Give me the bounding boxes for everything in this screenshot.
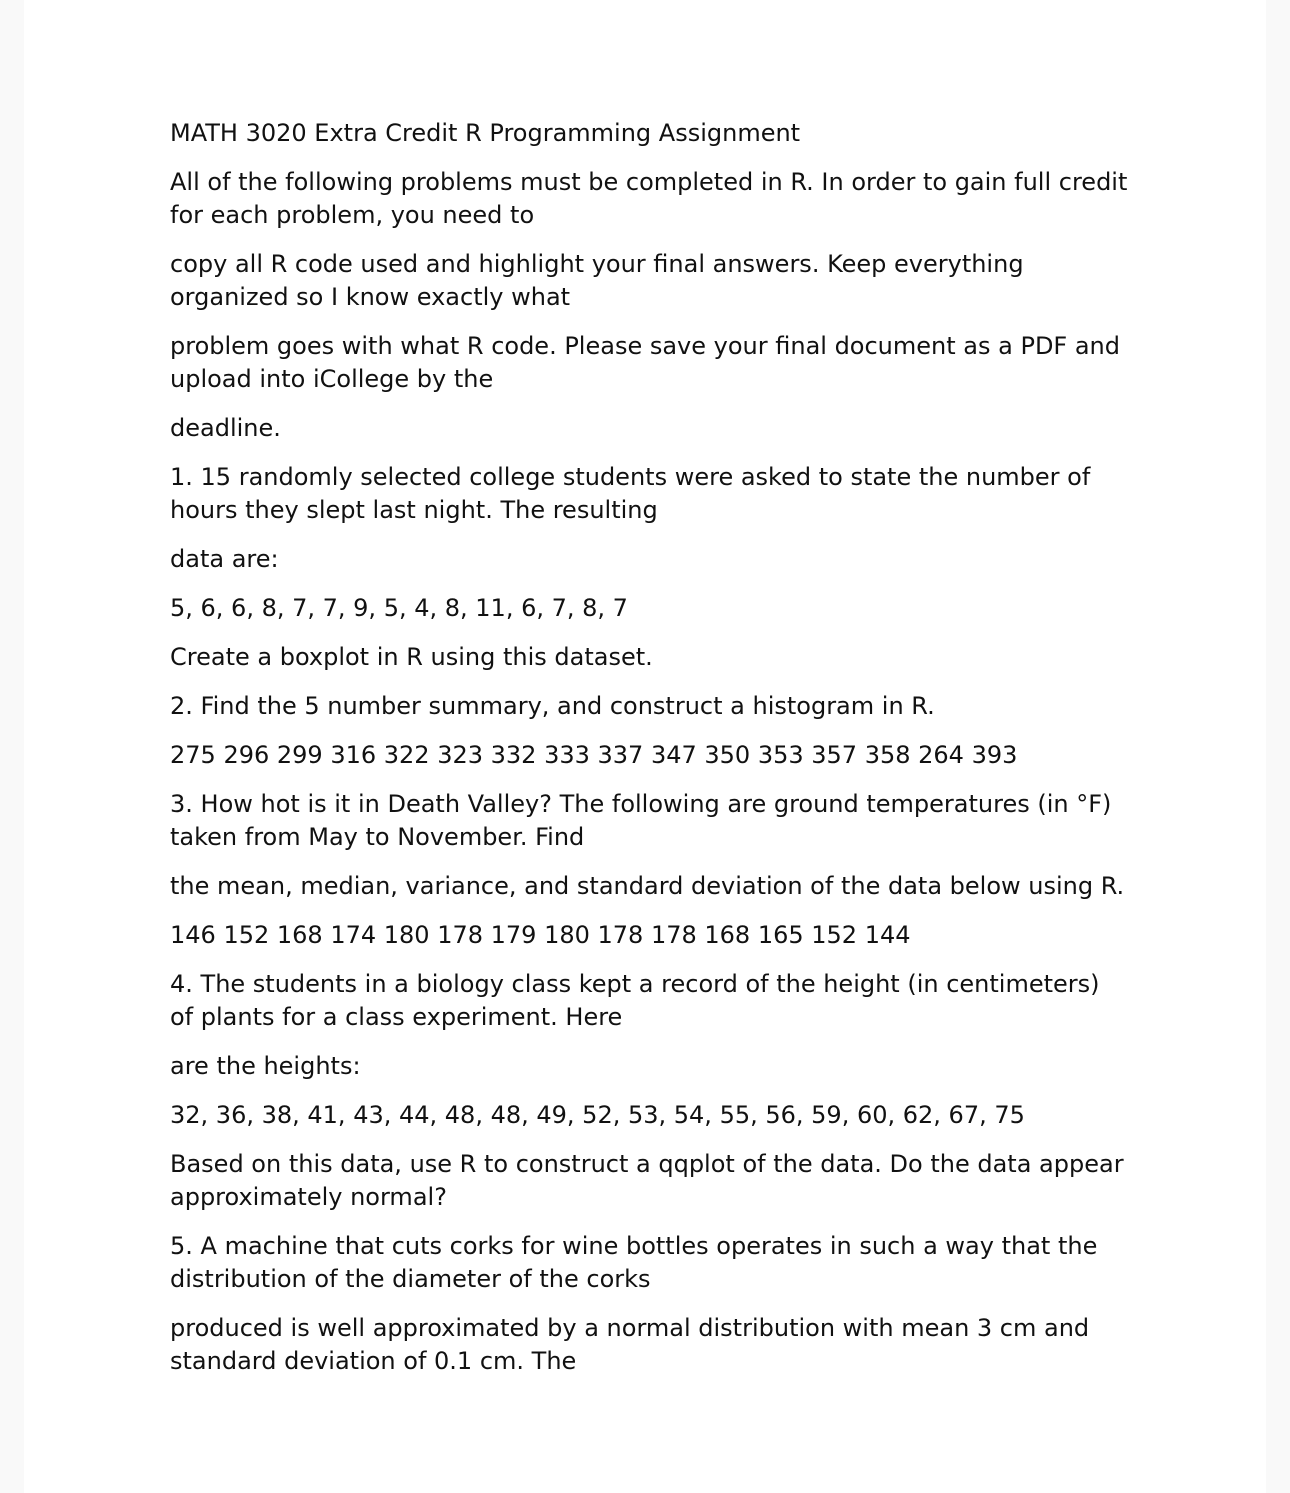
problem-3-data: 146 152 168 174 180 178 179 180 178 178 168 165 152 144 xyxy=(170,921,911,949)
document-title: MATH 3020 Extra Credit R Programming Assignment xyxy=(170,119,801,147)
instructions-paragraph-3: problem goes with what R code. Please save your final document as a PDF and upload into iCollege by the xyxy=(170,332,1121,393)
problem-1-text: 1. 15 randomly selected college students were asked to state the number of hours they slept last night. The resulting xyxy=(170,463,1091,524)
instructions-paragraph-4: deadline. xyxy=(170,414,281,442)
problem-1-text-cont: data are: xyxy=(170,545,279,573)
problem-3-text: 3. How hot is it in Death Valley? The following are ground temperatures (in °F) taken from May to November. Find xyxy=(170,790,1112,851)
document-page xyxy=(24,0,1266,1493)
problem-5-text: 5. A machine that cuts corks for wine bottles operates in such a way that the distribution of the diameter of the corks xyxy=(170,1232,1098,1293)
problem-4-text-cont: are the heights: xyxy=(170,1052,361,1080)
document-body xyxy=(170,117,1130,1394)
problem-5-text-cont: produced is well approximated by a normal distribution with mean 3 cm and standard deviation of 0.1 cm. The xyxy=(170,1314,1090,1375)
problem-4-data: 32, 36, 38, 41, 43, 44, 48, 48, 49, 52, 53, 54, 55, 56, 59, 60, 62, 67, 75 xyxy=(170,1101,1025,1129)
problem-3-text-cont: the mean, median, variance, and standard deviation of the data below using R. xyxy=(170,872,1125,900)
instructions-paragraph-2: copy all R code used and highlight your final answers. Keep everything organized so I know exactly what xyxy=(170,250,1024,311)
instructions-paragraph-1: All of the following problems must be completed in R. In order to gain full credit for each problem, you need to xyxy=(170,168,1128,229)
problem-1-data: 5, 6, 6, 8, 7, 7, 9, 5, 4, 8, 11, 6, 7, 8, 7 xyxy=(170,594,628,622)
problem-4-text: 4. The students in a biology class kept a record of the height (in centimeters) of plants for a class experiment. Here xyxy=(170,970,1100,1031)
problem-1-task: Create a boxplot in R using this dataset. xyxy=(170,643,653,671)
problem-2-data: 275 296 299 316 322 323 332 333 337 347 350 353 357 358 264 393 xyxy=(170,741,1018,769)
problem-4-task: Based on this data, use R to construct a qqplot of the data. Do the data appear approximately normal? xyxy=(170,1150,1124,1211)
problem-2-text: 2. Find the 5 number summary, and construct a histogram in R. xyxy=(170,692,935,720)
